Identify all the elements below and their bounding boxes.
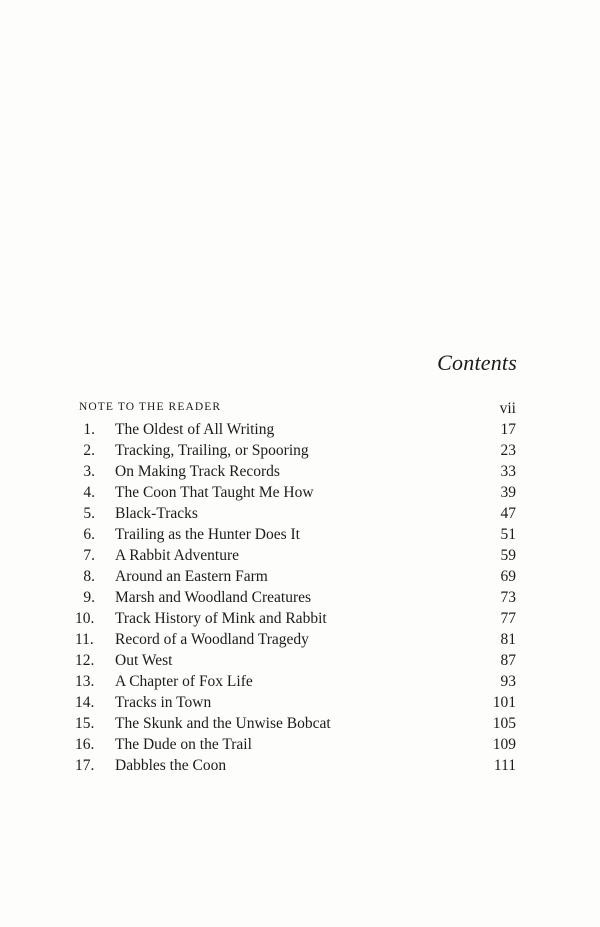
note-to-reader-row <box>79 400 516 418</box>
chapter-number: 12. <box>75 652 95 669</box>
chapter-title: Trailing as the Hunter Does It <box>115 526 300 543</box>
chapter-number: 5. <box>83 505 95 522</box>
chapter-title: Tracks in Town <box>115 694 212 711</box>
chapter-page: 39 <box>500 484 516 501</box>
note-to-reader-page: vii <box>499 400 516 417</box>
toc-entry <box>79 566 516 587</box>
chapter-title: The Dude on the Trail <box>115 736 252 753</box>
toc-entry <box>75 755 516 776</box>
chapter-number: 2. <box>83 442 95 459</box>
chapter-title: The Skunk and the Unwise Bobcat <box>115 715 331 732</box>
chapter-title: Out West <box>115 652 173 669</box>
toc-entry <box>75 629 516 650</box>
toc-entry <box>75 650 516 671</box>
chapter-number: 14. <box>75 694 95 711</box>
chapter-number: 15. <box>75 715 95 732</box>
chapter-page: 69 <box>500 568 516 585</box>
chapter-number: 7. <box>83 547 95 564</box>
chapter-page: 101 <box>492 694 516 711</box>
chapter-number: 17. <box>75 757 95 774</box>
chapter-page: 51 <box>500 526 516 543</box>
chapter-title: Record of a Woodland Tragedy <box>115 631 309 648</box>
chapter-page: 77 <box>500 610 516 627</box>
chapter-page: 23 <box>500 442 516 459</box>
chapter-title: A Rabbit Adventure <box>115 547 239 564</box>
chapter-number: 9. <box>83 589 95 606</box>
chapter-title: Marsh and Woodland Creatures <box>115 589 312 606</box>
toc-entry <box>75 713 516 734</box>
chapter-title: Dabbles the Coon <box>115 757 227 774</box>
chapter-title: Tracking, Trailing, or Spooring <box>115 442 309 459</box>
toc-entry <box>79 419 516 440</box>
table-of-contents <box>75 419 516 776</box>
toc-entry <box>75 734 516 755</box>
page-title: Contents <box>437 350 517 375</box>
chapter-page: 47 <box>500 505 516 522</box>
chapter-page: 111 <box>493 757 516 774</box>
chapter-number: 13. <box>75 673 95 690</box>
chapter-number: 3. <box>83 463 95 480</box>
chapter-number: 1. <box>83 421 95 438</box>
chapter-title: Track History of Mink and Rabbit <box>115 610 327 627</box>
toc-entry <box>75 608 516 629</box>
toc-entry <box>79 587 516 608</box>
chapter-page: 105 <box>492 715 516 732</box>
toc-entry <box>79 482 516 503</box>
toc-entry <box>79 440 516 461</box>
chapter-number: 11. <box>75 631 94 648</box>
chapter-title: A Chapter of Fox Life <box>115 673 253 690</box>
chapter-title: On Making Track Records <box>115 463 280 480</box>
toc-entry <box>75 671 516 692</box>
chapter-page: 109 <box>492 736 516 753</box>
chapter-title: Around an Eastern Farm <box>115 568 268 585</box>
chapter-number: 8. <box>83 568 95 585</box>
chapter-page: 33 <box>500 463 516 480</box>
toc-entry <box>75 692 516 713</box>
chapter-title: The Coon That Taught Me How <box>115 484 314 501</box>
note-to-reader-label: NOTE TO THE READER <box>79 401 222 413</box>
chapter-title: Black-Tracks <box>115 505 198 522</box>
toc-entry <box>79 461 516 482</box>
chapter-page: 87 <box>500 652 516 669</box>
chapter-page: 17 <box>500 421 516 438</box>
toc-entry <box>79 503 516 524</box>
chapter-page: 59 <box>500 547 516 564</box>
chapter-page: 93 <box>500 673 516 690</box>
chapter-page: 73 <box>500 589 516 606</box>
chapter-number: 4. <box>83 484 95 501</box>
chapter-number: 16. <box>75 736 95 753</box>
chapter-number: 6. <box>83 526 95 543</box>
chapter-title: The Oldest of All Writing <box>115 421 275 438</box>
chapter-number: 10. <box>75 610 95 627</box>
toc-entry <box>79 545 516 566</box>
chapter-page: 81 <box>500 631 516 648</box>
toc-entry <box>79 524 516 545</box>
